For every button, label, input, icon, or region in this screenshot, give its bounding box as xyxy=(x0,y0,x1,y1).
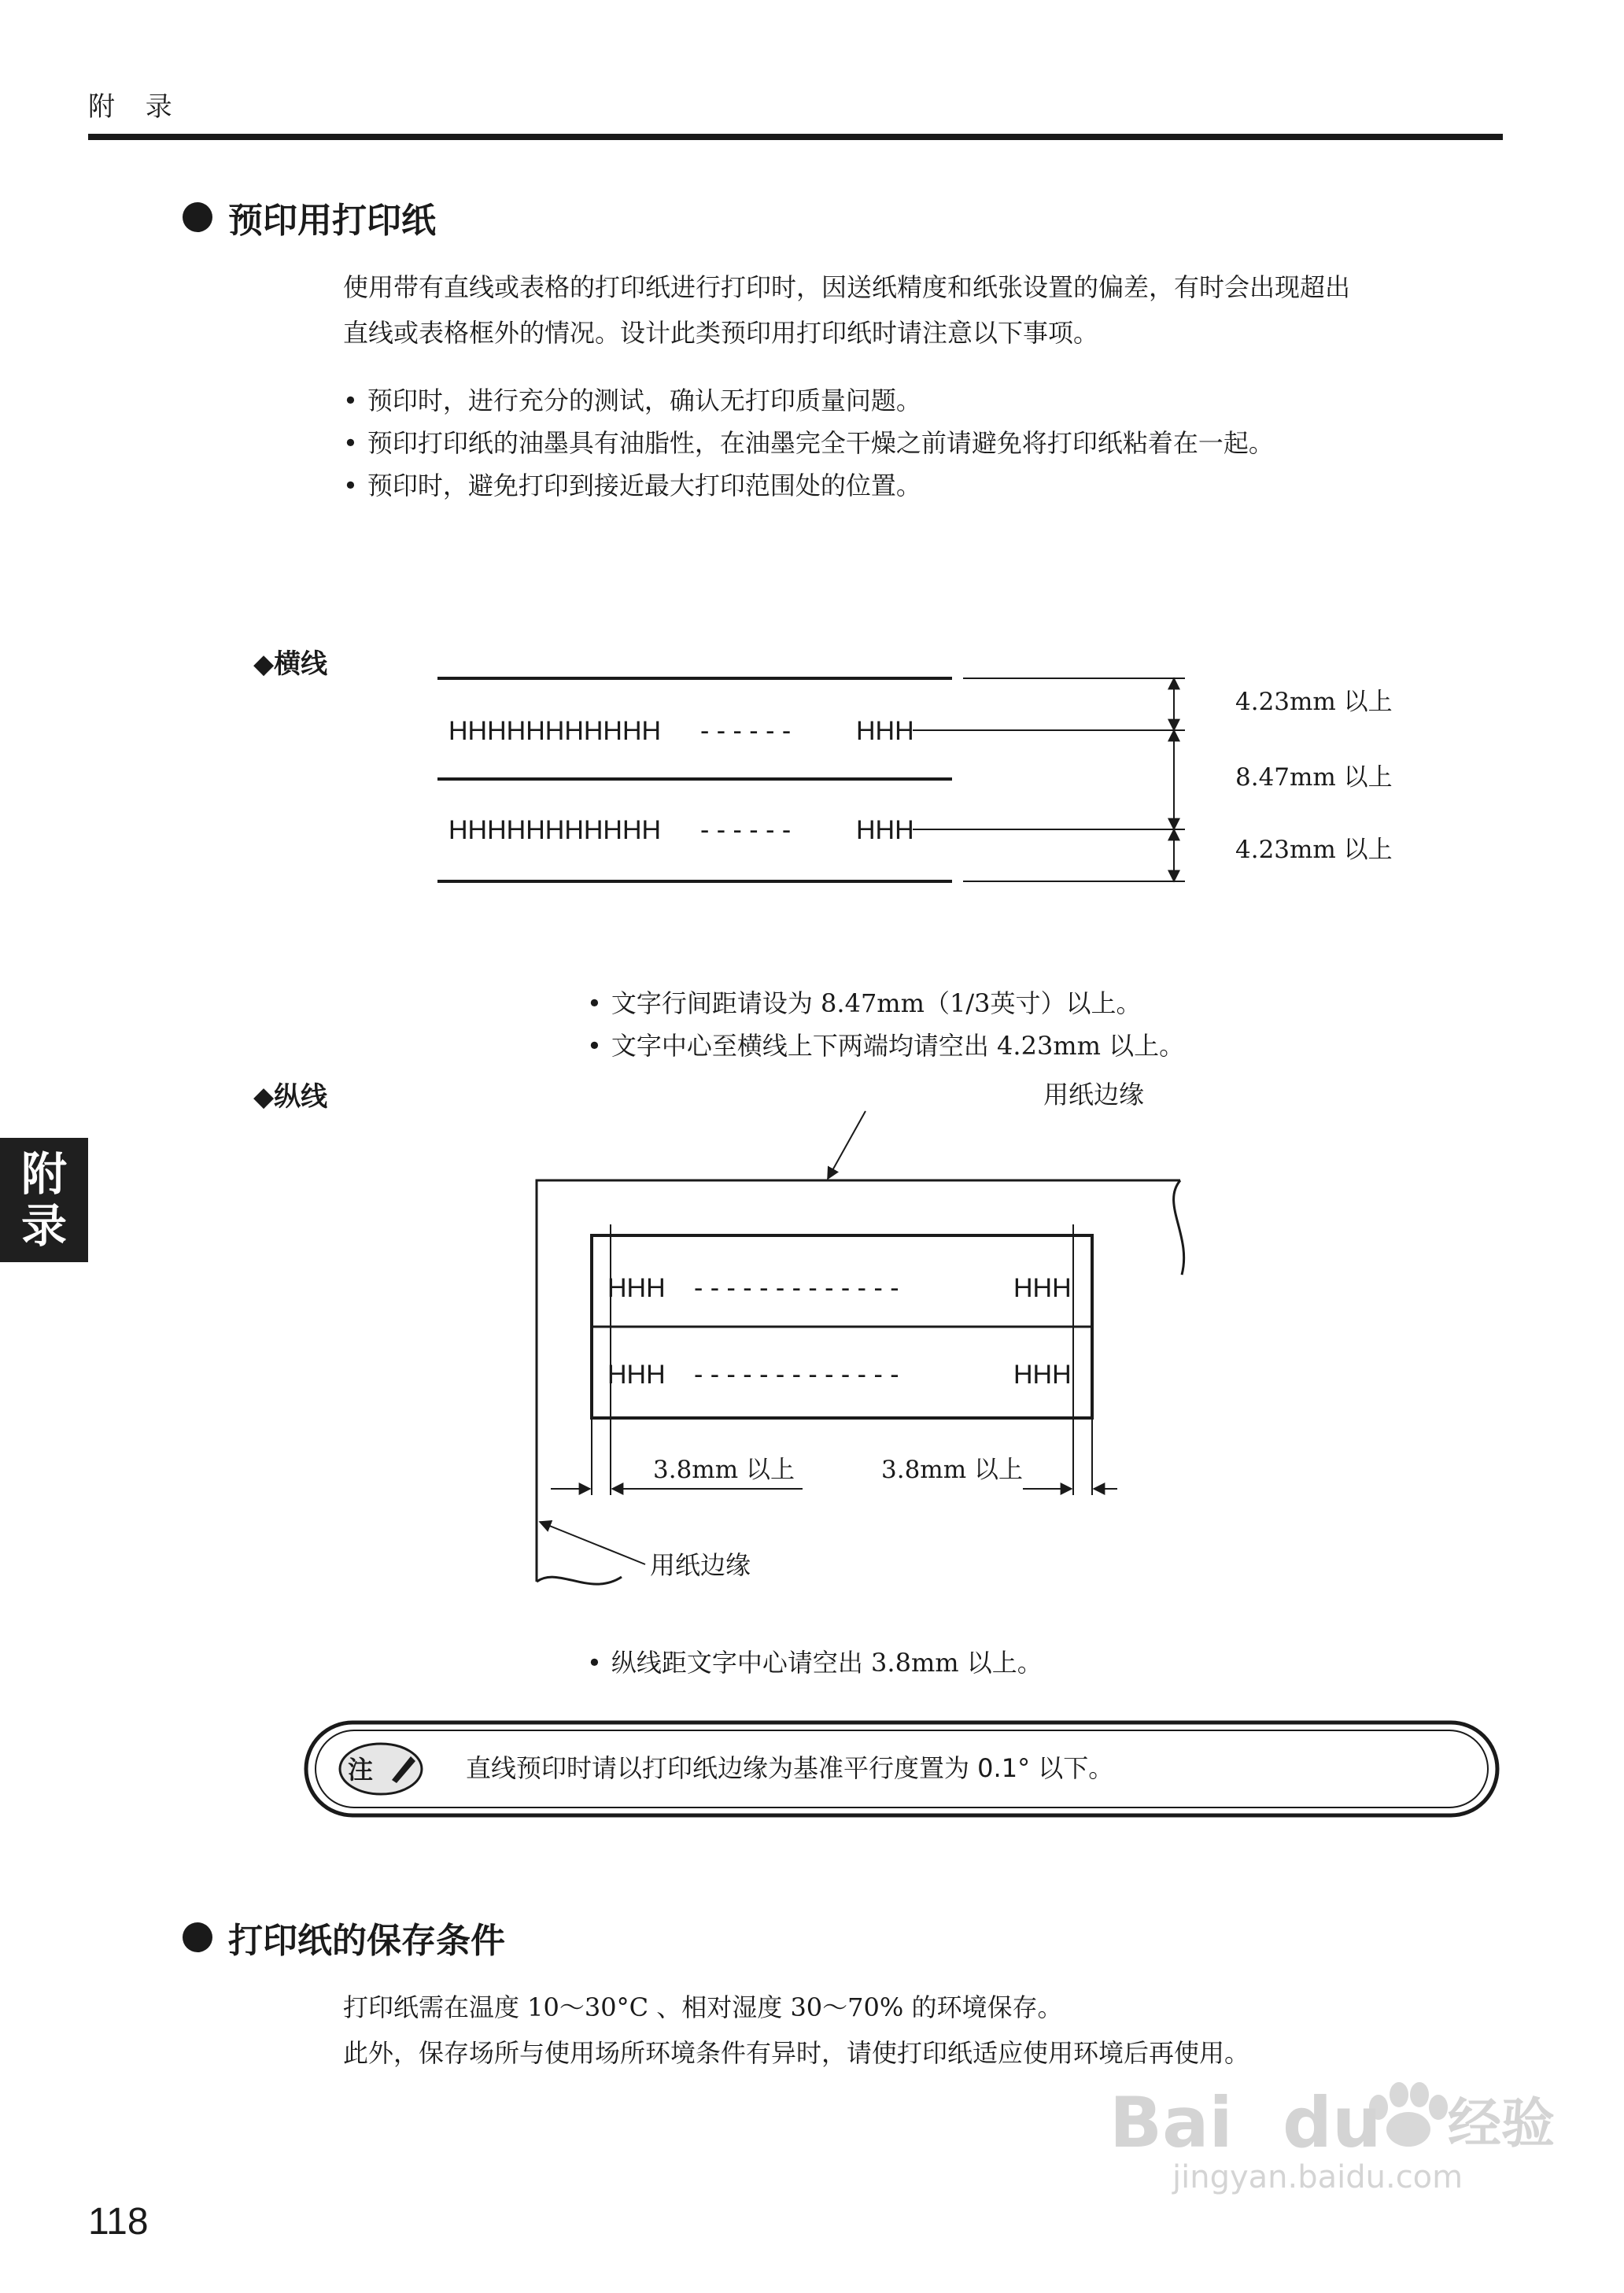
list-item: • 纵线距文字中心请空出 3.8mm 以上。 xyxy=(587,1641,1452,1684)
sample-text-end: HHH xyxy=(1013,1360,1072,1390)
intro-line-1: 使用带有直线或表格的打印纸进行打印时，因送纸精度和纸张设置的偏差，有时会出现超出 xyxy=(343,272,1351,302)
watermark-brand-right: du xyxy=(1283,2082,1382,2163)
list-item: • 预印时，进行充分的测试，确认无打印质量问题。 xyxy=(343,379,1508,422)
horizontal-line-heading: ◆横线 xyxy=(253,648,328,680)
list-item: • 预印时，避免打印到接近最大打印范围处的位置。 xyxy=(343,464,1508,507)
sample-text-row-2: HHHHHHHHHHH xyxy=(448,815,662,845)
dashes: - - - - - - xyxy=(700,815,792,845)
intro-line-2: 直线或表格框外的情况。设计此类预印用打印纸时请注意以下事项。 xyxy=(343,318,1099,348)
list-item: • 文字行间距请设为 8.47mm（1/3英寸）以上。 xyxy=(587,982,1452,1025)
dashes: - - - - - - - - - - - - - xyxy=(694,1360,899,1390)
dimension-label-bottom: 4.23mm 以上 xyxy=(1235,836,1393,864)
note-text: 直线预印时请以打印纸边缘为基准平行度置为 0.1° 以下。 xyxy=(466,1753,1114,1783)
dimension-label-middle: 8.47mm 以上 xyxy=(1235,763,1393,792)
bullet-dot-icon xyxy=(183,1922,212,1952)
page-number: 118 xyxy=(88,2201,149,2243)
list-item: • 预印打印纸的油墨具有油脂性，在油墨完全干燥之前请避免将打印纸粘着在一起。 xyxy=(343,422,1508,464)
dimension-label-top: 4.23mm 以上 xyxy=(1235,688,1393,716)
running-header: 附 录 xyxy=(88,91,183,123)
section-storage-title xyxy=(183,1912,505,1963)
side-tab-char-1: 附 xyxy=(20,1147,67,1201)
leader-arrow xyxy=(540,1522,645,1564)
storage-line-2: 此外，保存场所与使用场所环境条件有异时，请使打印纸适应使用环境后再使用。 xyxy=(343,2038,1250,2068)
dashes: - - - - - - xyxy=(700,716,792,746)
list-item: • 文字中心至横线上下两端均请空出 4.23mm 以上。 xyxy=(587,1025,1452,1067)
paper-tear-bottom xyxy=(537,1577,622,1584)
preprint-bullet-list xyxy=(343,379,1508,507)
horizontal-notes xyxy=(587,982,1452,1067)
watermark-brand-cn: 经验 xyxy=(1448,2093,1556,2155)
dimension-label-right: 3.8mm 以上 xyxy=(881,1456,1023,1484)
dimension-label-left: 3.8mm 以上 xyxy=(653,1456,795,1484)
sample-text-end: HHH xyxy=(856,815,914,845)
sample-text-row-1: HHHHHHHHHHH xyxy=(448,716,662,746)
section-preprint-intro xyxy=(343,264,1508,356)
storage-line-1: 打印纸需在温度 10～30°C 、相对湿度 30～70% 的环境保存。 xyxy=(343,1992,1063,2022)
sample-text-start: HHH xyxy=(607,1273,666,1303)
sample-text-start: HHH xyxy=(607,1360,666,1390)
watermark-brand-left: Bai xyxy=(1109,2082,1233,2163)
paper-tear-right xyxy=(1174,1180,1184,1275)
sample-text-end: HHH xyxy=(856,716,914,746)
paper-edge-label-top: 用纸边缘 xyxy=(1043,1080,1145,1110)
horizontal-line-diagram xyxy=(425,661,1463,897)
section-title-text: 预印用打印纸 xyxy=(228,201,436,241)
note-badge-label: 注 xyxy=(348,1755,374,1785)
sample-text-end: HHH xyxy=(1013,1273,1072,1303)
section-preprint-title xyxy=(183,192,436,242)
leader-arrow xyxy=(828,1111,866,1179)
dashes: - - - - - - - - - - - - - xyxy=(694,1273,899,1303)
watermark-url: jingyan.baidu.com xyxy=(1172,2159,1463,2195)
appendix-side-tab xyxy=(0,1138,88,1262)
header-rule xyxy=(88,134,1503,140)
side-tab-char-2: 录 xyxy=(20,1199,67,1253)
baidu-watermark xyxy=(1102,2038,1574,2195)
bullet-dot-icon xyxy=(183,202,212,232)
vertical-notes xyxy=(587,1641,1452,1684)
section-title-text: 打印纸的保存条件 xyxy=(228,1921,505,1961)
vertical-line-heading: ◆纵线 xyxy=(253,1081,328,1113)
paper-edge-label-bottom: 用纸边缘 xyxy=(650,1550,751,1580)
vertical-line-diagram xyxy=(519,1078,1275,1613)
